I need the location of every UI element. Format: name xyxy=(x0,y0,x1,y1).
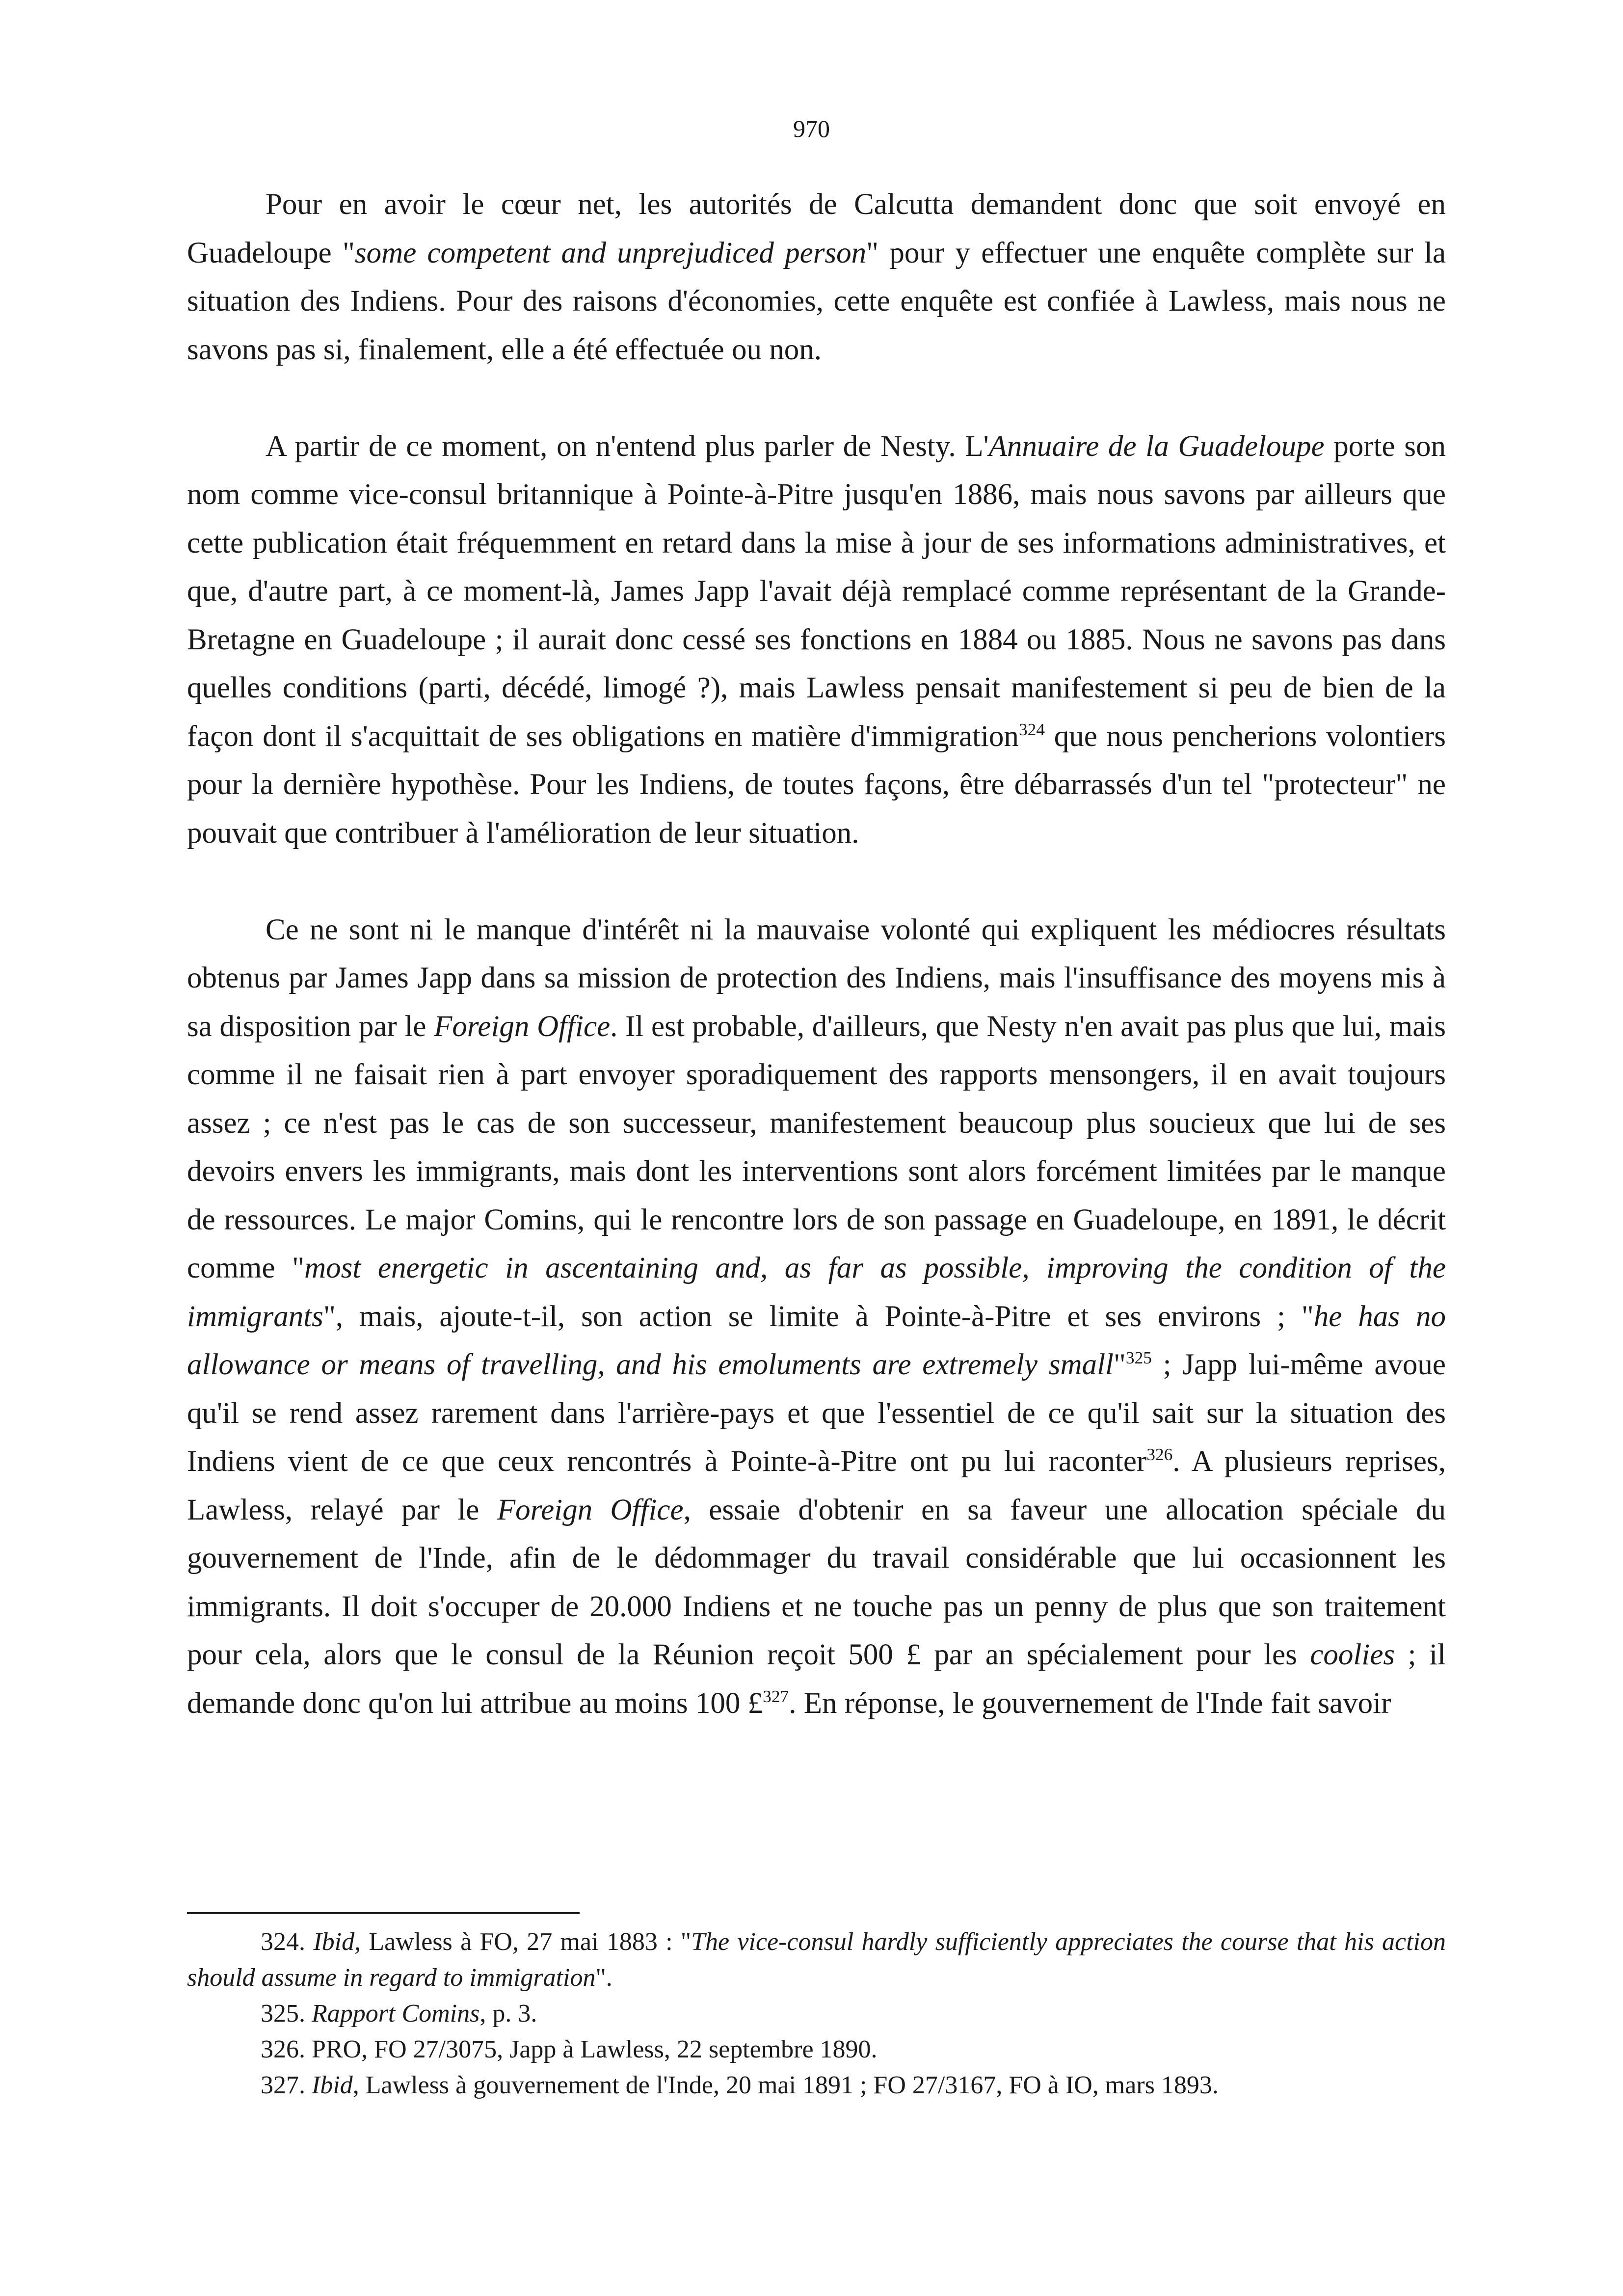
text-run: que nous pencherions volontiers pour la dernière hypothèse. Pour les Indiens, de toutes façons, être débarrassés d'un tel "protecteur" ne pouvait que contribuer à l'amélioration de leur situation. xyxy=(187,720,1446,850)
text-run: , Lawless à FO, 27 mai 1883 : " xyxy=(354,1928,692,1956)
text-run: ; Japp lui-même avoue qu'il se rend assez rarement dans l'arrière-pays et que l'essentiel de ce qu'il sait sur la situation des Indiens vient de ce que ceux rencontrés à Pointe-à-Pitre ont pu lui raconter xyxy=(187,1348,1446,1478)
italic-run: most energetic in ascentaining and, as far as possible, improving the condition of the immigrants xyxy=(187,1252,1446,1333)
footnote-ref: 324 xyxy=(1018,719,1045,739)
text-run: 326. PRO, FO 27/3075, Japp à Lawless, 22 septembre 1890. xyxy=(261,2035,878,2063)
text-run: , essaie d'obtenir en sa faveur une allocation spéciale du gouvernement de l'Inde, afin de le dédommager du travail considérable que lui occasionnent les immigrants. Il doit s'occuper de 20.000 Indiens et ne touche pas un penny de plus que son traitement pour cela, alors que le consul de la Réunion reçoit 500 £ par an spécialement pour les xyxy=(187,1493,1446,1671)
italic-run: Foreign Office xyxy=(434,1010,611,1043)
italic-run: Ibid xyxy=(312,2071,353,2099)
footnote-ref: 326 xyxy=(1146,1444,1173,1465)
footnote xyxy=(187,1924,1446,1996)
body-text xyxy=(187,181,1446,1728)
text-run: " xyxy=(1114,1348,1126,1381)
italic-run: Foreign Office xyxy=(497,1493,684,1526)
italic-run: some competent and unprejudiced person xyxy=(354,236,867,269)
text-run: 324. xyxy=(261,1928,314,1956)
text-run: ", mais, ajoute-t-il, son action se limite à Pointe-à-Pitre et ses environs ; " xyxy=(323,1300,1314,1333)
text-run: " pour y effectuer une enquête complète sur la situation des Indiens. Pour des raisons d'économies, cette enquête est confiée à Lawless, mais nous ne savons pas si, finalement, elle a été effectuée ou non. xyxy=(187,236,1446,366)
italic-run: coolies xyxy=(1310,1638,1395,1671)
footnote xyxy=(187,2067,1446,2103)
footnote xyxy=(187,2031,1446,2067)
text-run: , p. 3. xyxy=(479,2000,537,2028)
text-run: . A plusieurs reprises, Lawless, relayé par le xyxy=(187,1445,1446,1526)
text-run: . Il est probable, d'ailleurs, que Nesty n'en avait pas plus que lui, mais comme il ne faisait rien à part envoyer sporadiquement des rapports mensongers, il en avait toujours assez ; ce n'est pas le cas de son successeur, manifestement beaucoup plus soucieux que lui de ses devoirs envers les immigrants, mais dont les interventions sont alors forcément limitées par le manque de ressources. Le major Comins, qui le rencontre lors de son passage en Guadeloupe, en 1891, le décrit comme " xyxy=(187,1010,1446,1284)
footnote xyxy=(187,1996,1446,2031)
italic-run: he has no allowance or means of travelling, and his emoluments are extremely small xyxy=(187,1300,1446,1381)
italic-run: Ibid xyxy=(313,1928,355,1956)
paragraph xyxy=(187,181,1446,374)
page-number: 970 xyxy=(793,115,830,142)
text-run: , Lawless à gouvernement de l'Inde, 20 mai 1891 ; FO 27/3167, FO à IO, mars 1893. xyxy=(352,2071,1219,2099)
text-run: porte son nom comme vice-consul britannique à Pointe-à-Pitre jusqu'en 1886, mais nous savons par ailleurs que cette publication était fréquemment en retard dans la mise à jour de ses informations administratives, et que, d'autre part, à ce moment-là, James Japp l'avait déjà remplacé comme représentant de la Grande-Bretagne en Guadeloupe ; il aurait donc cessé ses fonctions en 1884 ou 1885. Nous ne savons pas dans quelles conditions (parti, décédé, limogé ?), mais Lawless pensait manifestement si peu de bien de la façon dont il s'acquittait de ses obligations en matière d'immigration xyxy=(187,429,1446,753)
italic-run: The vice-consul hardly sufficiently appreciates the course that his action should assume in regard to immigration xyxy=(187,1928,1446,1992)
footnote-ref: 325 xyxy=(1125,1348,1152,1368)
footnote-separator xyxy=(187,1912,580,1914)
italic-run: Annuaire de la Guadeloupe xyxy=(988,429,1325,463)
text-run: ; il demande donc qu'on lui attribue au moins 100 £ xyxy=(187,1638,1446,1720)
text-run: 327. xyxy=(261,2071,312,2099)
footnotes xyxy=(187,1924,1446,2103)
text-run: A partir de ce moment, on n'entend plus parler de Nesty. L' xyxy=(266,429,989,463)
text-run: Pour en avoir le cœur net, les autorités de Calcutta demandent donc que soit envoyé en Guadeloupe " xyxy=(187,188,1446,269)
footnote-ref: 327 xyxy=(763,1686,789,1706)
italic-run: Rapport Comins xyxy=(312,2000,480,2028)
text-run: Ce ne sont ni le manque d'intérêt ni la mauvaise volonté qui expliquent les médiocres résultats obtenus par James Japp dans sa mission de protection des Indiens, mais l'insuffisance des moyens mis à sa disposition par le xyxy=(187,913,1446,1043)
paragraph xyxy=(187,423,1446,858)
text-run: ". xyxy=(595,1964,612,1992)
text-run: . En réponse, le gouvernement de l'Inde fait savoir xyxy=(789,1686,1391,1720)
text-run: 325. xyxy=(261,2000,312,2028)
paragraph xyxy=(187,906,1446,1728)
